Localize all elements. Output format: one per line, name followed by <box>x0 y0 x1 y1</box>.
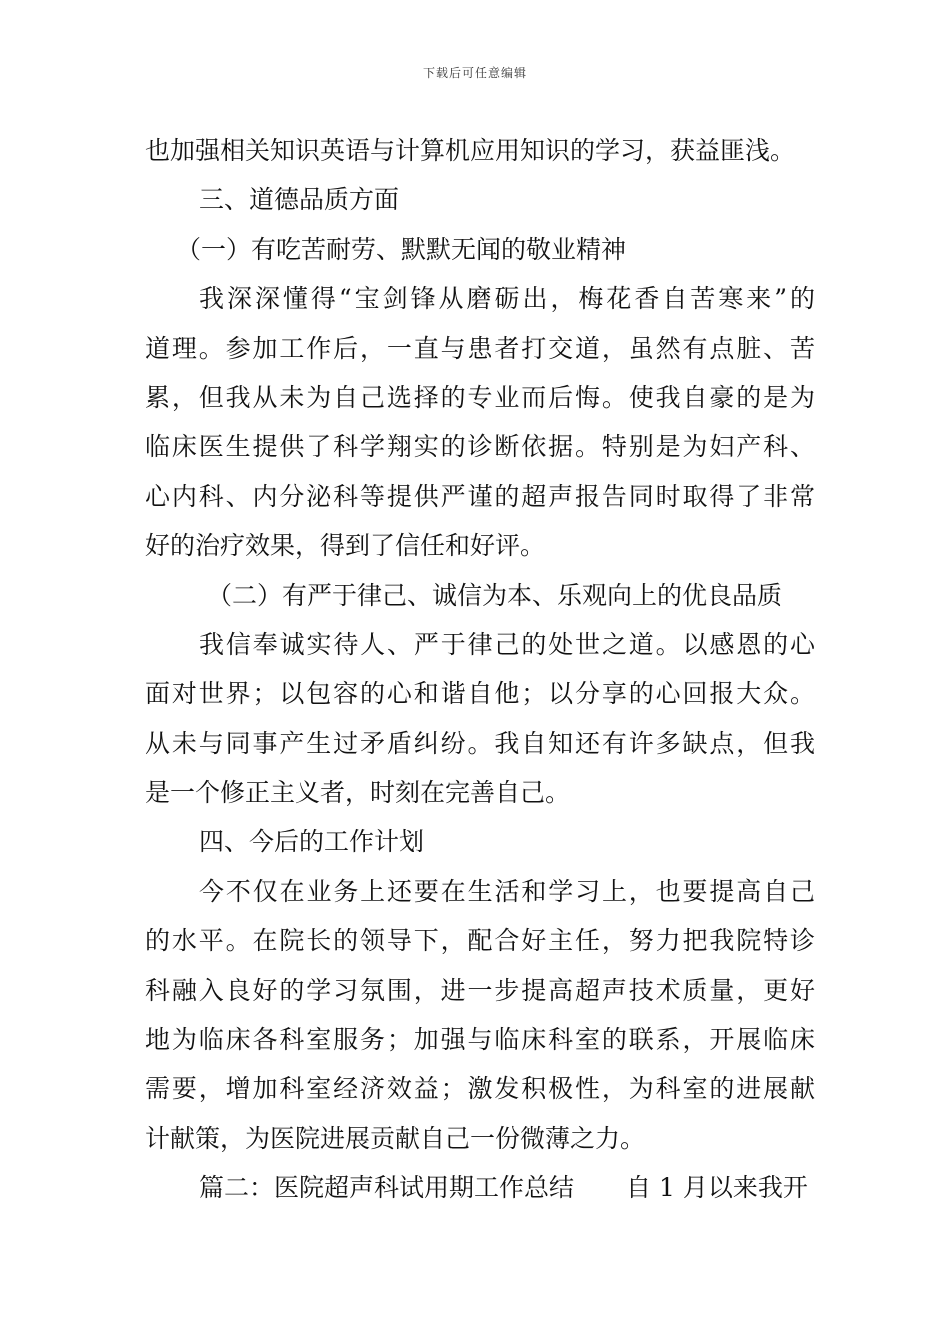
text-line: 今不仅在业务上还要在生活和学习上，也要提高自己 <box>199 876 815 906</box>
text-line: 从未与同事产生过矛盾纠纷。我自知还有许多缺点，但我 <box>145 728 815 758</box>
text-line: 地为临床各科室服务；加强与临床科室的联系，开展临床 <box>145 1025 815 1055</box>
text-line: 好的治疗效果，得到了信任和好评。 <box>145 531 546 561</box>
text-line: 道理。参加工作后，一直与患者打交道，虽然有点脏、苦 <box>145 333 815 363</box>
section-heading-line <box>145 1163 815 1212</box>
text-fragment: 自 1 月以来我开 <box>626 1173 808 1203</box>
text-line: 我信奉诚实待人、严于律己的处世之道。以感恩的心 <box>199 629 815 659</box>
text-line: 心内科、内分泌科等提供严谨的超声报告同时取得了非常 <box>145 481 815 511</box>
text-line: 需要，增加科室经济效益；激发积极性，为科室的进展献 <box>145 1074 815 1104</box>
text-line: 也加强相关知识英语与计算机应用知识的学习，获益匪浅。 <box>145 136 796 165</box>
section-heading: 三、道德品质方面 <box>199 185 400 215</box>
text-line: 我深深懂得“宝剑锋从磨砺出，梅花香自苦寒来”的 <box>199 284 815 314</box>
text-line: 是一个修正主义者，时刻在完善自己。 <box>145 778 571 808</box>
subsection-heading: （二）有严于律己、诚信为本、乐观向上的优良品质 <box>207 580 783 610</box>
text-line: 累，但我从未为自己选择的专业而后悔。使我自豪的是为 <box>145 382 815 412</box>
article-title: 篇二：医院超声科试用期工作总结 <box>199 1173 575 1203</box>
subsection-heading: （一）有吃苦耐劳、默默无闻的敬业精神 <box>176 234 627 264</box>
section-heading: 四、今后的工作计划 <box>199 827 425 857</box>
text-line: 科融入良好的学习氛围，进一步提高超声技术质量，更好 <box>145 975 815 1005</box>
text-line: 的水平。在院长的领导下，配合好主任，努力把我院特诊 <box>145 926 815 956</box>
document-body <box>145 126 815 1213</box>
text-line: 计献策，为医院进展贡献自己一份微薄之力。 <box>145 1123 646 1153</box>
text-line: 面对世界；以包容的心和谐自他；以分享的心回报大众。 <box>145 679 815 709</box>
page-header: 下载后可任意编辑 <box>422 66 527 80</box>
text-line: 临床医生提供了科学翔实的诊断依据。特别是为妇产科、 <box>145 432 815 462</box>
